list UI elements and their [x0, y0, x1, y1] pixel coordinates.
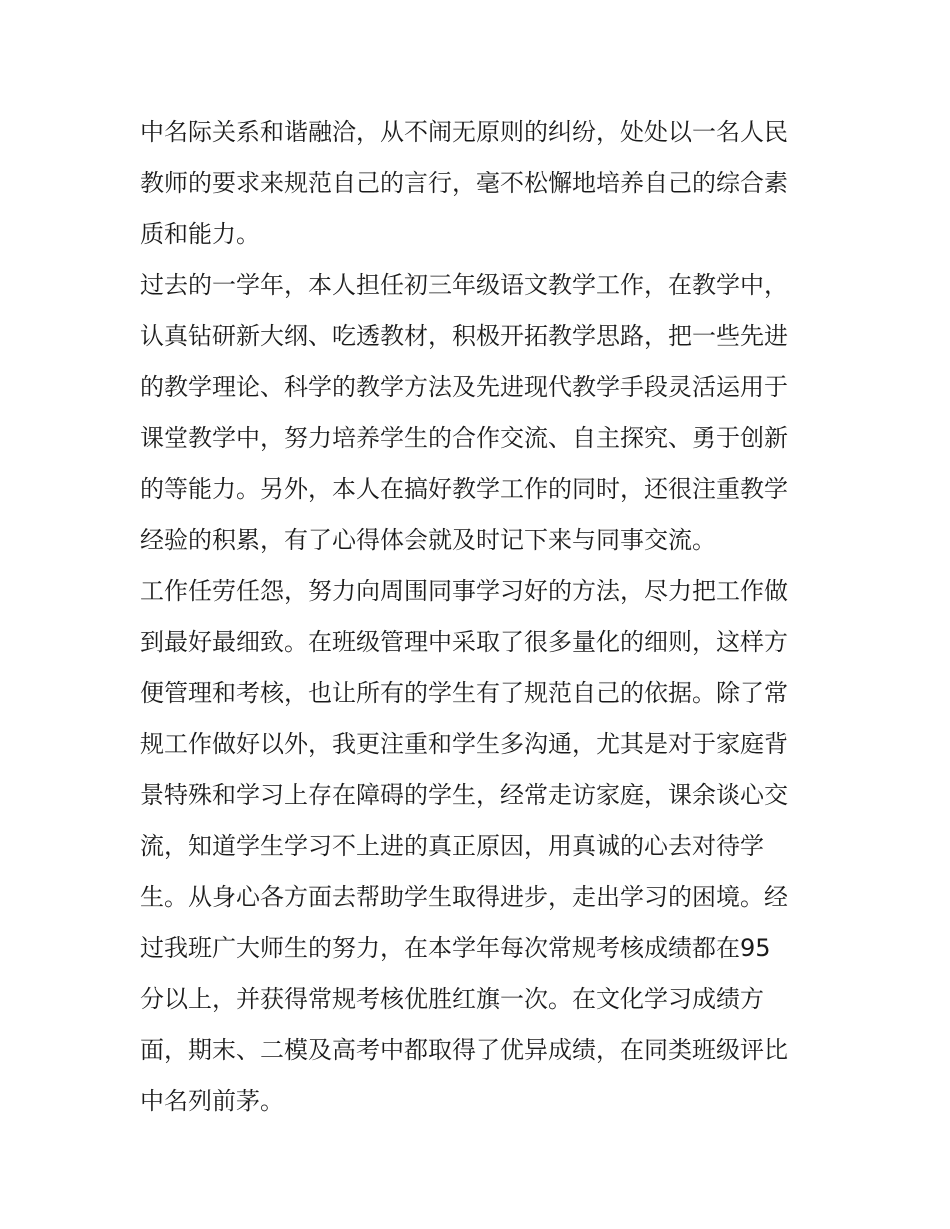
text-line: 经验的积累，有了心得体会就及时记下来与同事交流。 — [140, 526, 716, 554]
text-line: 课堂教学中，努力培养学生的合作交流、自主探究、勇于创新 — [140, 424, 788, 452]
text-line: 的等能力。另外，本人在搞好教学工作的同时，还很注重教学 — [140, 475, 788, 503]
document-body — [140, 107, 820, 1127]
text-line: 到最好最细致。在班级管理中采取了很多量化的细则，这样方 — [140, 628, 788, 656]
text-line: 规工作做好以外，我更注重和学生多沟通，尤其是对于家庭背 — [140, 730, 788, 758]
text-line: 便管理和考核，也让所有的学生有了规范自己的依据。除了常 — [140, 679, 788, 707]
text-line: 的教学理论、科学的教学方法及先进现代教学手段灵活运用于 — [140, 373, 788, 401]
text-line: 流，知道学生学习不上进的真正原因，用真诚的心去对待学 — [140, 832, 764, 860]
text-line: 过我班广大师生的努力，在本学年每次常规考核成绩都在95 — [140, 934, 771, 962]
text-line: 面，期末、二模及高考中都取得了优异成绩，在同类班级评比 — [140, 1036, 788, 1064]
text-line: 分以上，并获得常规考核优胜红旗一次。在文化学习成绩方 — [140, 985, 764, 1013]
paragraph-3 — [140, 566, 820, 1127]
text-line: 质和能力。 — [140, 220, 260, 248]
text-line: 景特殊和学习上存在障碍的学生，经常走访家庭，课余谈心交 — [140, 781, 788, 809]
text-line: 中名际关系和谐融洽，从不闹无原则的纠纷，处处以一名人民 — [140, 118, 788, 146]
text-line: 认真钻研新大纲、吃透教材，积极开拓教学思路，把一些先进 — [140, 322, 788, 350]
text-line: 中名列前茅。 — [140, 1087, 284, 1115]
paragraph-1 — [140, 107, 820, 260]
paragraph-2 — [140, 260, 820, 566]
text-line: 工作任劳任怨，努力向周围同事学习好的方法，尽力把工作做 — [140, 577, 788, 605]
text-line: 生。从身心各方面去帮助学生取得进步，走出学习的困境。经 — [140, 883, 788, 911]
text-line: 教师的要求来规范自己的言行，毫不松懈地培养自己的综合素 — [140, 169, 788, 197]
text-line: 过去的一学年，本人担任初三年级语文教学工作，在教学中， — [140, 271, 788, 299]
